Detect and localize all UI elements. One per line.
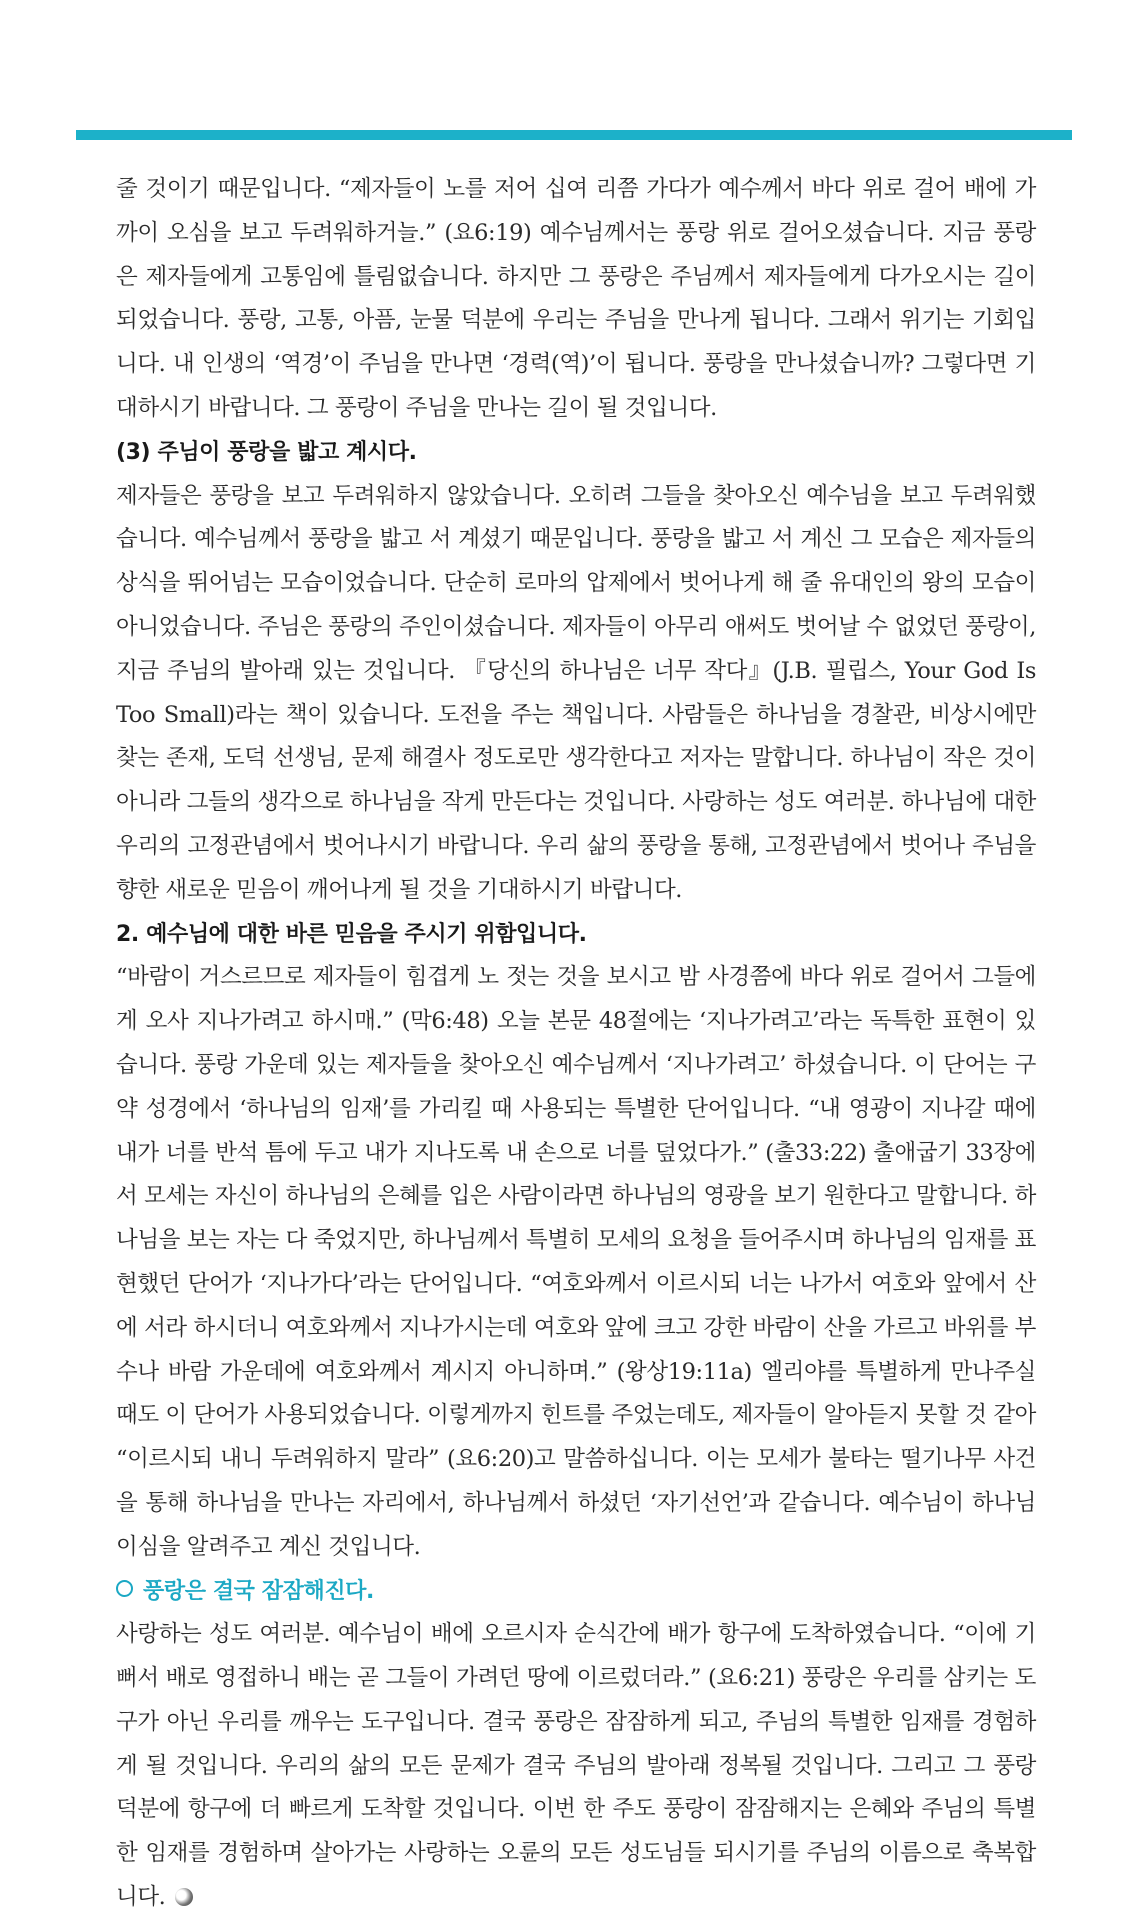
article-body [116, 168, 1036, 1920]
section-heading-2: 2. 예수님에 대한 바른 믿음을 주시기 위함입니다. [116, 921, 587, 947]
paragraph-4-text: 사랑하는 성도 여러분. 예수님이 배에 오르시자 순식간에 배가 항구에 도착하였습니다. “이에 기뻐서 배로 영접하니 배는 곧 그들이 가려던 땅에 이르렀더라.” (요6:21) 풍랑은 우리를 삼키는 도구가 아닌 우리를 깨우는 도구입니다. 결국 풍랑은 잠잠하게 되고, 주님의 특별한 임재를 경험하게 될 것입니다. 우리의 삶의 모든 문제가 결국 주님의 발아래 정복될 것입니다. 그리고 그 풍랑 덕분에 항구에 더 빠르게 도착할 것입니다. 이번 한 주도 풍랑이 잠잠해지는 은혜와 주님의 특별한 임재를 경험하며 살아가는 사랑하는 오륜의 모든 성도님들 되시기를 주님의 이름으로 축복합니다. [116, 1621, 1036, 1911]
accent-heading [116, 1570, 1036, 1614]
paragraph-3: “바람이 거스르므로 제자들이 힘겹게 노 젓는 것을 보시고 밤 사경쯤에 바다 위로 걸어서 그들에게 오사 지나가려고 하시매.” (막6:48) 오늘 본문 48절에는 ‘지나가려고’라는 독특한 표현이 있습니다. 풍랑 가운데 있는 제자들을 찾아오신 예수님께서 ‘지나가려고’ 하셨습니다. 이 단어는 구약 성경에서 ‘하나님의 임재’를 가리킬 때 사용되는 특별한 단어입니다. “내 영광이 지나갈 때에 내가 너를 반석 틈에 두고 내가 지나도록 내 손으로 너를 덮었다가.” (출33:22) 출애굽기 33장에서 모세는 자신이 하나님의 은혜를 입은 사람이라면 하나님의 영광을 보기 원한다고 말합니다. 하나님을 보는 자는 다 죽었지만, 하나님께서 특별히 모세의 요청을 들어주시며 하나님의 임재를 표현했던 단어가 ‘지나가다’라는 단어입니다. “여호와께서 이르시되 너는 나가서 여호와 앞에서 산에 서라 하시더니 여호와께서 지나가시는데 여호와 앞에 크고 강한 바람이 산을 가르고 바위를 부수나 바람 가운데에 여호와께서 계시지 아니하며.” (왕상19:11a) 엘리야를 특별하게 만나주실 때도 이 단어가 사용되었습니다. 이렇게까지 힌트를 주었는데도, 제자들이 알아듣지 못할 것 같아 “이르시되 내니 두려워하지 말라” (요6:20)고 말씀하십니다. 이는 모세가 불타는 떨기나무 사건을 통해 하나님을 만나는 자리에서, 하나님께서 하셨던 ‘자기선언’과 같습니다. 예수님이 하나님이심을 알려주고 계신 것입니다. [116, 964, 1037, 1560]
circle-bullet-icon [116, 1580, 133, 1597]
paragraph-2: 제자들은 풍랑을 보고 두려워하지 않았습니다. 오히려 그들을 찾아오신 예수님을 보고 두려워했습니다. 예수님께서 풍랑을 밟고 서 계셨기 때문입니다. 풍랑을 밟고 서 계신 그 모습은 제자들의 상식을 뛰어넘는 모습이었습니다. 단순히 로마의 압제에서 벗어나게 해 줄 유대인의 왕의 모습이 아니었습니다. 주님은 풍랑의 주인이셨습니다. 제자들이 아무리 애써도 벗어날 수 없었던 풍랑이, 지금 주님의 발아래 있는 것입니다. 『당신의 하나님은 너무 작다』(J.B. 필립스, Your God Is Too Small)라는 책이 있습니다. 도전을 주는 책입니다. 사람들은 하나님을 경찰관, 비상시에만 찾는 존재, 도덕 선생님, 문제 해결사 정도로만 생각한다고 저자는 말합니다. 하나님이 작은 것이 아니라 그들의 생각으로 하나님을 작게 만든다는 것입니다. 사랑하는 성도 여러분. 하나님에 대한 우리의 고정관념에서 벗어나시기 바랍니다. 우리 삶의 풍랑을 통해, 고정관념에서 벗어나 주님을 향한 새로운 믿음이 깨어나게 될 것을 기대하시기 바랍니다. [116, 482, 1036, 903]
end-mark-icon [175, 1888, 193, 1906]
paragraph-4 [116, 1613, 1036, 1920]
paragraph-1: 줄 것이기 때문입니다. “제자들이 노를 저어 십여 리쯤 가다가 예수께서 바다 위로 걸어 배에 가까이 오심을 보고 두려워하거늘.” (요6:19) 예수님께서는 풍랑 위로 걸어오셨습니다. 지금 풍랑은 제자들에게 고통임에 틀림없습니다. 하지만 그 풍랑은 주님께서 제자들에게 다가오시는 길이 되었습니다. 풍랑, 고통, 아픔, 눈물 덕분에 우리는 주님을 만나게 됩니다. 그래서 위기는 기회입니다. 내 인생의 ‘역경’이 주님을 만나면 ‘경력(역)’이 됩니다. 풍랑을 만나셨습니까? 그렇다면 기대하시기 바랍니다. 그 풍랑이 주님을 만나는 길이 될 것입니다. [116, 176, 1036, 421]
header-accent-bar [76, 130, 1072, 140]
accent-heading-text: 풍랑은 결국 잠잠해진다. [143, 1578, 374, 1604]
subheading-3: (3) 주님이 풍랑을 밟고 계시다. [116, 439, 417, 465]
